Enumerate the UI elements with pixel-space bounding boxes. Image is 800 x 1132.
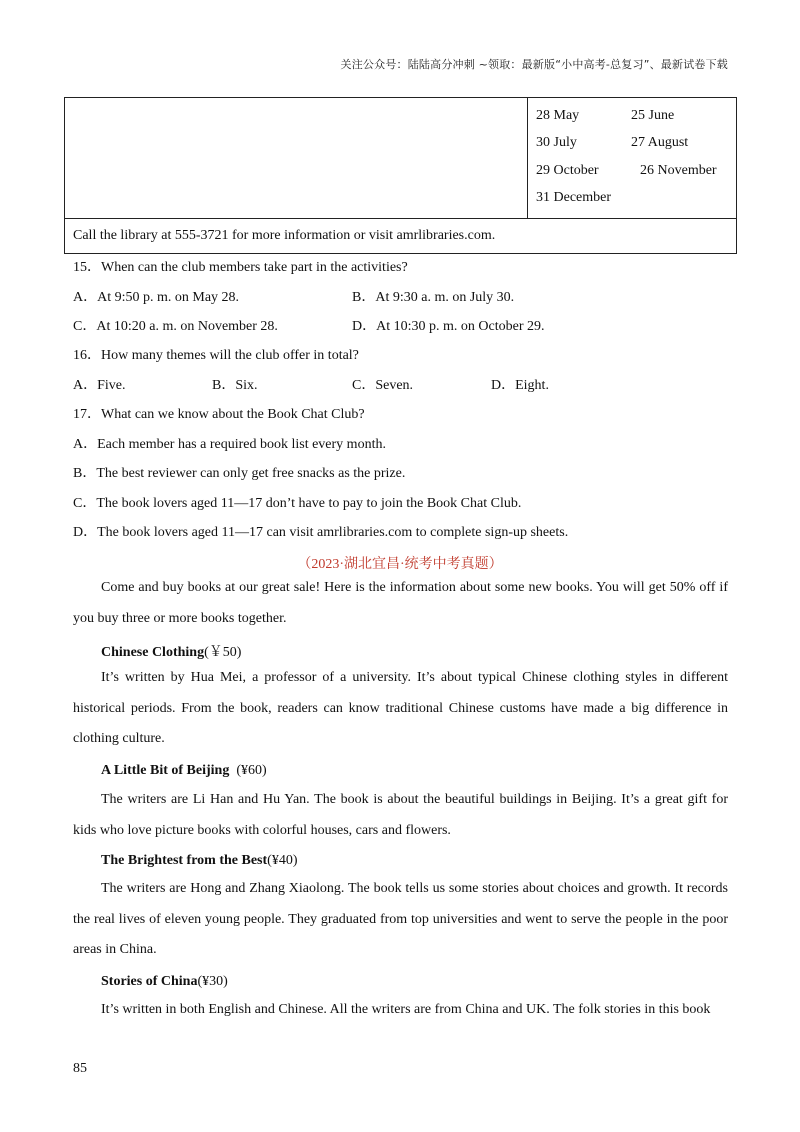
- option-a: A．Each member has a required book list every month.: [73, 437, 386, 452]
- page-header: 关注公众号：陆陆高分冲刺 ~领取：最新版“小中高考-总复习”、最新试卷下载: [340, 58, 728, 71]
- book-title-text: The Brightest from the Best: [101, 853, 268, 868]
- page-number: 85: [73, 1061, 87, 1076]
- source-label: （2023·湖北宜昌·统考中考真题）: [297, 557, 503, 572]
- question-15: 15．When can the club members take part in the activities?: [73, 260, 408, 275]
- date-row: [536, 130, 736, 158]
- option-b: B．Six.: [212, 378, 258, 393]
- date: 30 July: [536, 135, 577, 151]
- option-d: D．The book lovers aged 11—17 can visit amrlibraries.com to complete sign-up sheets.: [73, 525, 569, 540]
- schedule-table: [64, 97, 737, 254]
- book-title: [101, 853, 298, 869]
- option-a: A．At 9:50 p. m. on May 28.: [73, 290, 240, 305]
- date: 28 May: [536, 107, 580, 123]
- book-title: [101, 763, 267, 779]
- date: 26 November: [640, 162, 717, 178]
- book-price: (¥60): [229, 763, 267, 778]
- question-16: 16．How many themes will the club offer in total?: [73, 348, 359, 363]
- book-title-text: A Little Bit of Beijing: [101, 763, 230, 778]
- intro-paragraph: Come and buy books at our great sale! Here is the information about some new books. You will get 50% off if you buy three or more books together.: [73, 580, 728, 626]
- book-description: The writers are Hong and Zhang Xiaolong. The book tells us some stories about choices and growth. It records the real lives of eleven young people. They graduated from top universities and went to serve the people in the poor areas in China.: [73, 881, 728, 957]
- option-b: B．At 9:30 a. m. on July 30.: [352, 290, 515, 305]
- option-d: D．Eight.: [491, 378, 549, 393]
- schedule-dates-cell: [528, 98, 737, 219]
- option-c: C．Seven.: [352, 378, 414, 393]
- date: 27 August: [631, 135, 689, 151]
- book-description: The writers are Li Han and Hu Yan. The book is about the beautiful buildings in Beijing. It’s a great gift for kids who love picture books with colorful houses, cars and flowers.: [73, 792, 728, 838]
- book-description: It’s written by Hua Mei, a professor of a university. It’s about typical Chinese clothing styles in different historical periods. From the book, readers can know traditional Chinese customs have made a big difference in clothing culture.: [73, 670, 728, 746]
- schedule-empty-cell: [65, 98, 528, 219]
- book-price: (¥30): [197, 974, 228, 989]
- book-title: [101, 974, 228, 990]
- date-row: [536, 185, 736, 213]
- book-title-text: Stories of China: [101, 974, 198, 989]
- schedule-footer: Call the library at 555-3721 for more information or visit amrlibraries.com.: [65, 219, 737, 254]
- question-17: 17．What can we know about the Book Chat Club?: [73, 407, 365, 422]
- book-description: It’s written in both English and Chinese. All the writers are from China and UK. The folk stories in this book: [101, 1002, 711, 1017]
- option-c: C．At 10:20 a. m. on November 28.: [73, 319, 278, 334]
- book-price: (¥40): [267, 853, 298, 868]
- date: 31 December: [536, 190, 612, 206]
- date-row: [536, 157, 736, 185]
- option-b: B．The best reviewer can only get free snacks as the prize.: [73, 466, 406, 481]
- option-c: C．The book lovers aged 11—17 don’t have to pay to join the Book Chat Club.: [73, 496, 522, 511]
- book-title: [101, 641, 241, 661]
- date-row: [536, 102, 736, 130]
- date: 29 October: [536, 162, 599, 178]
- book-price: (￥50): [204, 645, 242, 660]
- date: 25 June: [631, 107, 675, 123]
- option-d: D．At 10:30 p. m. on October 29.: [352, 319, 545, 334]
- option-a: A．Five.: [73, 378, 126, 393]
- book-title-text: Chinese Clothing: [101, 645, 205, 660]
